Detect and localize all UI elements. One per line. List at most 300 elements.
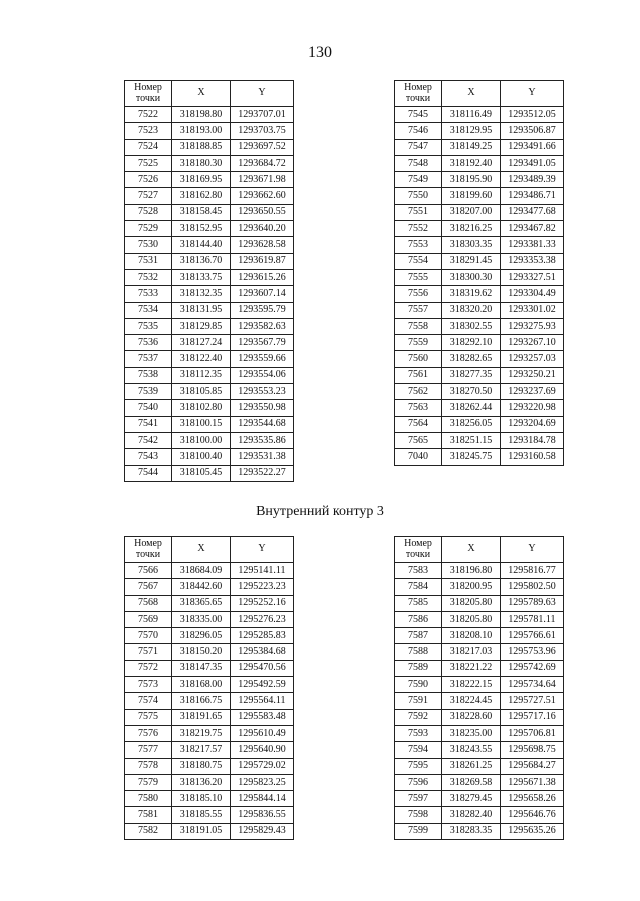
coordinates-table-1 — [124, 80, 294, 482]
x-cell: 318217.03 — [442, 644, 501, 660]
table-row — [395, 107, 564, 123]
point-number-cell: 7586 — [395, 611, 442, 627]
point-number-cell: 7523 — [125, 123, 172, 139]
point-number-cell: 7524 — [125, 139, 172, 155]
x-cell: 318302.55 — [442, 318, 501, 334]
table-row — [395, 204, 564, 220]
point-number-cell: 7580 — [125, 791, 172, 807]
x-cell: 318158.45 — [172, 204, 231, 220]
x-cell: 318198.80 — [172, 107, 231, 123]
y-cell: 1293595.79 — [231, 302, 294, 318]
point-number-cell: 7554 — [395, 253, 442, 269]
x-cell: 318122.40 — [172, 351, 231, 367]
y-cell: 1293550.98 — [231, 400, 294, 416]
table-row — [395, 318, 564, 334]
table-row — [125, 563, 294, 579]
y-cell: 1295684.27 — [501, 758, 564, 774]
y-cell: 1295492.59 — [231, 677, 294, 693]
header-row — [395, 81, 564, 107]
point-number-cell: 7590 — [395, 677, 442, 693]
table-row — [125, 709, 294, 725]
table-row — [395, 416, 564, 432]
y-header: Y — [231, 81, 294, 107]
table-row — [125, 758, 294, 774]
y-cell: 1293257.03 — [501, 351, 564, 367]
table-row — [125, 237, 294, 253]
x-cell: 318221.22 — [442, 660, 501, 676]
table-row — [395, 155, 564, 171]
table-row — [395, 400, 564, 416]
y-cell: 1295384.68 — [231, 644, 294, 660]
point-number-header — [395, 537, 442, 563]
table-row — [395, 563, 564, 579]
x-cell: 318282.65 — [442, 351, 501, 367]
table-row — [395, 237, 564, 253]
point-number-cell: 7559 — [395, 335, 442, 351]
y-cell: 1293707.01 — [231, 107, 294, 123]
x-cell: 318162.80 — [172, 188, 231, 204]
x-cell: 318251.15 — [442, 432, 501, 448]
point-number-cell: 7530 — [125, 237, 172, 253]
point-number-cell: 7547 — [395, 139, 442, 155]
table-row — [125, 335, 294, 351]
x-cell: 318169.95 — [172, 172, 231, 188]
header-row — [395, 537, 564, 563]
point-number-header-line1: Номер — [134, 82, 162, 93]
table-row — [395, 123, 564, 139]
x-cell: 318185.55 — [172, 807, 231, 823]
point-number-cell: 7579 — [125, 774, 172, 790]
table-row — [125, 628, 294, 644]
x-cell: 318222.15 — [442, 677, 501, 693]
y-cell: 1293522.27 — [231, 465, 294, 481]
table-row — [395, 221, 564, 237]
x-cell: 318205.80 — [442, 595, 501, 611]
table-row — [395, 742, 564, 758]
x-cell: 318196.80 — [442, 563, 501, 579]
point-number-cell: 7556 — [395, 286, 442, 302]
point-number-cell: 7558 — [395, 318, 442, 334]
point-number-cell: 7551 — [395, 204, 442, 220]
table-row — [395, 611, 564, 627]
x-cell: 318283.35 — [442, 823, 501, 839]
y-cell: 1293160.58 — [501, 449, 564, 465]
point-number-header-line2: точки — [405, 92, 431, 104]
point-number-cell: 7578 — [125, 758, 172, 774]
point-number-cell: 7040 — [395, 449, 442, 465]
x-cell: 318442.60 — [172, 579, 231, 595]
y-cell: 1293477.68 — [501, 204, 564, 220]
y-header: Y — [231, 537, 294, 563]
point-number-cell: 7544 — [125, 465, 172, 481]
table-row — [395, 432, 564, 448]
x-cell: 318116.49 — [442, 107, 501, 123]
y-cell: 1293535.86 — [231, 432, 294, 448]
x-cell: 318243.55 — [442, 742, 501, 758]
table-row — [125, 302, 294, 318]
point-number-cell: 7531 — [125, 253, 172, 269]
point-number-header-line2: точки — [135, 548, 161, 560]
point-number-cell: 7555 — [395, 269, 442, 285]
x-cell: 318319.62 — [442, 286, 501, 302]
point-number-cell: 7527 — [125, 188, 172, 204]
x-cell: 318102.80 — [172, 400, 231, 416]
table-row — [125, 774, 294, 790]
x-cell: 318262.44 — [442, 400, 501, 416]
point-number-cell: 7528 — [125, 204, 172, 220]
point-number-cell: 7592 — [395, 709, 442, 725]
point-number-cell: 7537 — [125, 351, 172, 367]
table-row — [125, 693, 294, 709]
y-cell: 1295658.26 — [501, 791, 564, 807]
x-cell: 318228.60 — [442, 709, 501, 725]
table-row — [125, 204, 294, 220]
point-number-cell: 7548 — [395, 155, 442, 171]
y-cell: 1293304.49 — [501, 286, 564, 302]
y-cell: 1295640.90 — [231, 742, 294, 758]
table-row — [125, 172, 294, 188]
x-cell: 318192.40 — [442, 155, 501, 171]
y-cell: 1295564.11 — [231, 693, 294, 709]
table-row — [395, 139, 564, 155]
point-number-cell: 7549 — [395, 172, 442, 188]
x-header: X — [442, 81, 501, 107]
x-cell: 318144.40 — [172, 237, 231, 253]
y-cell: 1293204.69 — [501, 416, 564, 432]
point-number-cell: 7574 — [125, 693, 172, 709]
y-cell: 1293640.20 — [231, 221, 294, 237]
table-row — [125, 367, 294, 383]
table-row — [125, 286, 294, 302]
y-cell: 1293486.71 — [501, 188, 564, 204]
x-cell: 318147.35 — [172, 660, 231, 676]
y-cell: 1293703.75 — [231, 123, 294, 139]
point-number-cell: 7538 — [125, 367, 172, 383]
x-cell: 318150.20 — [172, 644, 231, 660]
table-row — [125, 465, 294, 481]
x-cell: 318191.65 — [172, 709, 231, 725]
table-row — [395, 335, 564, 351]
table-row — [125, 823, 294, 839]
table-row — [395, 823, 564, 839]
x-cell: 318132.35 — [172, 286, 231, 302]
point-number-cell: 7533 — [125, 286, 172, 302]
point-number-header-line1: Номер — [404, 82, 432, 93]
header-row — [125, 537, 294, 563]
table-row — [395, 628, 564, 644]
x-cell: 318684.09 — [172, 563, 231, 579]
table-row — [125, 351, 294, 367]
table-row — [395, 693, 564, 709]
y-cell: 1295781.11 — [501, 611, 564, 627]
table-row — [395, 449, 564, 465]
y-cell: 1293301.02 — [501, 302, 564, 318]
table-row — [395, 367, 564, 383]
x-cell: 318100.15 — [172, 416, 231, 432]
x-cell: 318100.40 — [172, 449, 231, 465]
y-cell: 1295646.76 — [501, 807, 564, 823]
x-cell: 318216.25 — [442, 221, 501, 237]
x-cell: 318166.75 — [172, 693, 231, 709]
y-cell: 1293353.38 — [501, 253, 564, 269]
x-cell: 318131.95 — [172, 302, 231, 318]
table-row — [125, 416, 294, 432]
y-cell: 1293327.51 — [501, 269, 564, 285]
table-row — [125, 221, 294, 237]
y-cell: 1293615.26 — [231, 269, 294, 285]
y-cell: 1295789.63 — [501, 595, 564, 611]
table-row — [125, 742, 294, 758]
point-number-cell: 7532 — [125, 269, 172, 285]
y-cell: 1293275.93 — [501, 318, 564, 334]
y-cell: 1295583.48 — [231, 709, 294, 725]
point-number-cell: 7535 — [125, 318, 172, 334]
point-number-cell: 7581 — [125, 807, 172, 823]
y-cell: 1295727.51 — [501, 693, 564, 709]
x-cell: 318200.95 — [442, 579, 501, 595]
table-row — [395, 579, 564, 595]
table-row — [125, 155, 294, 171]
y-cell: 1293491.66 — [501, 139, 564, 155]
y-cell: 1295729.02 — [231, 758, 294, 774]
point-number-cell: 7541 — [125, 416, 172, 432]
point-number-cell: 7536 — [125, 335, 172, 351]
x-cell: 318292.10 — [442, 335, 501, 351]
table-row — [125, 384, 294, 400]
point-number-cell: 7589 — [395, 660, 442, 676]
point-number-cell: 7596 — [395, 774, 442, 790]
point-number-cell: 7577 — [125, 742, 172, 758]
table-row — [125, 400, 294, 416]
point-number-header — [125, 537, 172, 563]
coordinates-table-4 — [394, 536, 564, 840]
table-row — [125, 253, 294, 269]
x-cell: 318188.85 — [172, 139, 231, 155]
table-row — [395, 286, 564, 302]
y-cell: 1293544.68 — [231, 416, 294, 432]
y-cell: 1293671.98 — [231, 172, 294, 188]
x-cell: 318282.40 — [442, 807, 501, 823]
x-cell: 318195.90 — [442, 172, 501, 188]
point-number-cell: 7573 — [125, 677, 172, 693]
y-cell: 1295734.64 — [501, 677, 564, 693]
point-number-cell: 7593 — [395, 725, 442, 741]
y-cell: 1293220.98 — [501, 400, 564, 416]
point-number-cell: 7572 — [125, 660, 172, 676]
point-number-header-line2: точки — [135, 92, 161, 104]
x-cell: 318217.57 — [172, 742, 231, 758]
point-number-cell: 7599 — [395, 823, 442, 839]
header-row — [125, 81, 294, 107]
point-number-cell: 7540 — [125, 400, 172, 416]
table-row — [395, 253, 564, 269]
y-cell: 1295823.25 — [231, 774, 294, 790]
table-row — [125, 791, 294, 807]
point-number-header — [395, 81, 442, 107]
point-number-cell: 7582 — [125, 823, 172, 839]
y-cell: 1295816.77 — [501, 563, 564, 579]
x-cell: 318320.20 — [442, 302, 501, 318]
x-cell: 318208.10 — [442, 628, 501, 644]
point-number-header-line1: Номер — [134, 538, 162, 549]
y-cell: 1293237.69 — [501, 384, 564, 400]
x-cell: 318149.25 — [442, 139, 501, 155]
y-cell: 1293582.63 — [231, 318, 294, 334]
y-cell: 1293250.21 — [501, 367, 564, 383]
x-cell: 318335.00 — [172, 611, 231, 627]
table-row — [395, 660, 564, 676]
table-row — [125, 449, 294, 465]
point-number-cell: 7525 — [125, 155, 172, 171]
x-cell: 318269.58 — [442, 774, 501, 790]
y-cell: 1293628.58 — [231, 237, 294, 253]
point-number-cell: 7522 — [125, 107, 172, 123]
table-row — [395, 774, 564, 790]
y-cell: 1295223.23 — [231, 579, 294, 595]
point-number-cell: 7566 — [125, 563, 172, 579]
x-cell: 318277.35 — [442, 367, 501, 383]
y-cell: 1295742.69 — [501, 660, 564, 676]
y-cell: 1293650.55 — [231, 204, 294, 220]
y-cell: 1295671.38 — [501, 774, 564, 790]
point-number-cell: 7562 — [395, 384, 442, 400]
point-number-cell: 7591 — [395, 693, 442, 709]
x-cell: 318127.24 — [172, 335, 231, 351]
table-row — [125, 579, 294, 595]
table-row — [395, 807, 564, 823]
y-cell: 1295141.11 — [231, 563, 294, 579]
table-row — [395, 595, 564, 611]
x-cell: 318270.50 — [442, 384, 501, 400]
point-number-header-line2: точки — [405, 548, 431, 560]
y-cell: 1293553.23 — [231, 384, 294, 400]
table-row — [125, 318, 294, 334]
point-number-cell: 7587 — [395, 628, 442, 644]
point-number-cell: 7546 — [395, 123, 442, 139]
x-cell: 318224.45 — [442, 693, 501, 709]
x-cell: 318105.45 — [172, 465, 231, 481]
x-cell: 318207.00 — [442, 204, 501, 220]
table-row — [125, 660, 294, 676]
y-cell: 1295635.26 — [501, 823, 564, 839]
x-cell: 318180.75 — [172, 758, 231, 774]
point-number-cell: 7539 — [125, 384, 172, 400]
x-cell: 318100.00 — [172, 432, 231, 448]
x-cell: 318133.75 — [172, 269, 231, 285]
y-cell: 1293684.72 — [231, 155, 294, 171]
table-row — [395, 677, 564, 693]
table-row — [395, 384, 564, 400]
point-number-header — [125, 81, 172, 107]
table-row — [125, 188, 294, 204]
point-number-cell: 7570 — [125, 628, 172, 644]
x-cell: 318303.35 — [442, 237, 501, 253]
coordinates-table-2 — [394, 80, 564, 466]
table-row — [125, 677, 294, 693]
point-number-cell: 7598 — [395, 807, 442, 823]
x-cell: 318129.85 — [172, 318, 231, 334]
x-cell: 318185.10 — [172, 791, 231, 807]
point-number-cell: 7560 — [395, 351, 442, 367]
table-row — [125, 644, 294, 660]
point-number-cell: 7575 — [125, 709, 172, 725]
point-number-cell: 7583 — [395, 563, 442, 579]
point-number-cell: 7534 — [125, 302, 172, 318]
x-cell: 318112.35 — [172, 367, 231, 383]
table-row — [125, 107, 294, 123]
y-cell: 1295252.16 — [231, 595, 294, 611]
point-number-cell: 7552 — [395, 221, 442, 237]
y-cell: 1293554.06 — [231, 367, 294, 383]
x-cell: 318180.30 — [172, 155, 231, 171]
x-cell: 318168.00 — [172, 677, 231, 693]
table-row — [395, 269, 564, 285]
table-row — [125, 432, 294, 448]
table-row — [125, 139, 294, 155]
y-cell: 1293267.10 — [501, 335, 564, 351]
x-cell: 318300.30 — [442, 269, 501, 285]
point-number-cell: 7576 — [125, 725, 172, 741]
x-cell: 318152.95 — [172, 221, 231, 237]
y-cell: 1293512.05 — [501, 107, 564, 123]
y-cell: 1293381.33 — [501, 237, 564, 253]
table-row — [125, 807, 294, 823]
point-number-cell: 7595 — [395, 758, 442, 774]
point-number-cell: 7526 — [125, 172, 172, 188]
table-row — [125, 269, 294, 285]
x-cell: 318219.75 — [172, 725, 231, 741]
y-cell: 1295802.50 — [501, 579, 564, 595]
x-cell: 318261.25 — [442, 758, 501, 774]
y-cell: 1293506.87 — [501, 123, 564, 139]
x-cell: 318129.95 — [442, 123, 501, 139]
y-cell: 1295698.75 — [501, 742, 564, 758]
table-row — [395, 351, 564, 367]
point-number-cell: 7568 — [125, 595, 172, 611]
point-number-cell: 7529 — [125, 221, 172, 237]
table-row — [125, 611, 294, 627]
point-number-cell: 7542 — [125, 432, 172, 448]
point-number-cell: 7545 — [395, 107, 442, 123]
point-number-cell: 7550 — [395, 188, 442, 204]
table-row — [125, 595, 294, 611]
table-row — [395, 644, 564, 660]
table-row — [395, 188, 564, 204]
point-number-cell: 7565 — [395, 432, 442, 448]
y-cell: 1293619.87 — [231, 253, 294, 269]
x-cell: 318245.75 — [442, 449, 501, 465]
point-number-cell: 7563 — [395, 400, 442, 416]
point-number-cell: 7571 — [125, 644, 172, 660]
y-cell: 1293184.78 — [501, 432, 564, 448]
x-header: X — [172, 537, 231, 563]
point-number-cell: 7543 — [125, 449, 172, 465]
table-row — [395, 725, 564, 741]
y-cell: 1293489.39 — [501, 172, 564, 188]
x-cell: 318235.00 — [442, 725, 501, 741]
x-header: X — [442, 537, 501, 563]
table-row — [125, 123, 294, 139]
y-cell: 1295285.83 — [231, 628, 294, 644]
y-header: Y — [501, 537, 564, 563]
table-row — [395, 302, 564, 318]
y-cell: 1295706.81 — [501, 725, 564, 741]
table-row — [395, 758, 564, 774]
y-cell: 1295829.43 — [231, 823, 294, 839]
y-header: Y — [501, 81, 564, 107]
x-cell: 318291.45 — [442, 253, 501, 269]
x-cell: 318296.05 — [172, 628, 231, 644]
